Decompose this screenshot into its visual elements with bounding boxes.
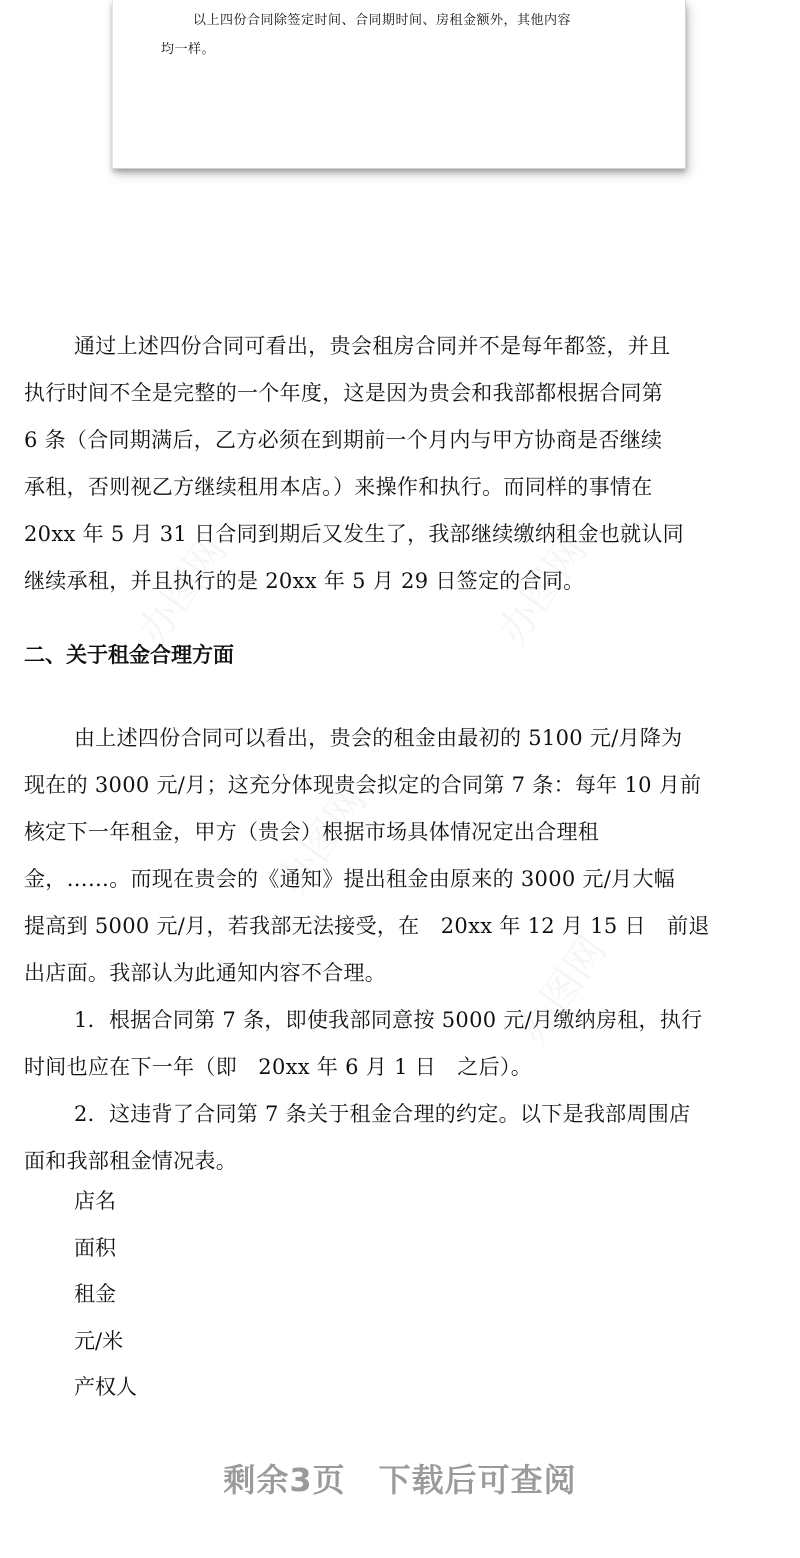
- numbered-point-line: 时间也应在下一年（即 20xx 年 6 月 1 日 之后）。: [24, 1055, 533, 1079]
- watermark-text: 办图网: [509, 928, 617, 1053]
- text-line: 出店面。我部认为此通知内容不合理。: [24, 961, 387, 985]
- text-line: 承租，否则视乙方继续租用本店。）来操作和执行。而同样的事情在: [24, 475, 653, 499]
- numbered-point-line: 1．根据合同第 7 条，即使我部同意按 5000 元/月缴纳房租，执行: [74, 1008, 703, 1032]
- text-line: 继续承租，并且执行的是 20xx 年 5 月 29 日签定的合同。: [24, 569, 585, 593]
- watermark-text: 办图网: [269, 778, 377, 903]
- text-line: 由上述四份合同可以看出，贵会的租金由最初的 5100 元/月降为: [74, 726, 683, 750]
- text-line: 提高到 5000 元/月，若我部无法接受，在 20xx 年 12 月 15 日 前退: [24, 914, 710, 938]
- card-line: 以上四份合同除签定时间、合同期时间、房租金额外，其他内容: [193, 13, 572, 28]
- section-heading: 二、关于租金合理方面: [24, 643, 234, 667]
- watermark-text: 办图网: [129, 528, 237, 653]
- text-line: 6 条（合同期满后，乙方必须在到期前一个月内与甲方协商是否继续: [24, 428, 663, 452]
- watermark-text: 办图网: [489, 528, 597, 653]
- previous-page-card: [112, 0, 686, 169]
- paragraph-contract-analysis: [24, 323, 776, 605]
- table-label: 产权人: [74, 1375, 137, 1399]
- numbered-point-line: 面和我部租金情况表。: [24, 1149, 237, 1173]
- table-label: 租金: [74, 1282, 116, 1306]
- text-line: 执行时间不全是完整的一个年度，这是因为贵会和我部都根据合同第: [24, 381, 663, 405]
- rent-table-labels: [74, 1178, 137, 1411]
- table-label: 店名: [74, 1189, 116, 1213]
- text-line: 现在的 3000 元/月；这充分体现贵会拟定的合同第 7 条：每年 10 月前: [24, 773, 702, 797]
- download-prompt[interactable]: 剩余3页 下载后可查阅: [223, 1461, 577, 1499]
- table-label: 元/米: [74, 1328, 124, 1353]
- paragraph-rent-reasonableness: [24, 715, 776, 1185]
- text-line: 通过上述四份合同可看出，贵会租房合同并不是每年都签，并且: [74, 334, 671, 358]
- text-line: 金，……。而现在贵会的《通知》提出租金由原来的 3000 元/月大幅: [24, 867, 676, 891]
- text-line: 20xx 年 5 月 31 日合同到期后又发生了，我部继续缴纳租金也就认同: [24, 522, 684, 546]
- numbered-point-line: 2．这违背了合同第 7 条关于租金合理的约定。以下是我部周围店: [74, 1102, 691, 1126]
- table-label: 面积: [74, 1235, 116, 1260]
- text-line: 核定下一年租金，甲方（贵会）根据市场具体情况定出合理租: [24, 820, 600, 844]
- card-line: 均一样。: [161, 42, 216, 57]
- card-paragraph: [161, 6, 651, 64]
